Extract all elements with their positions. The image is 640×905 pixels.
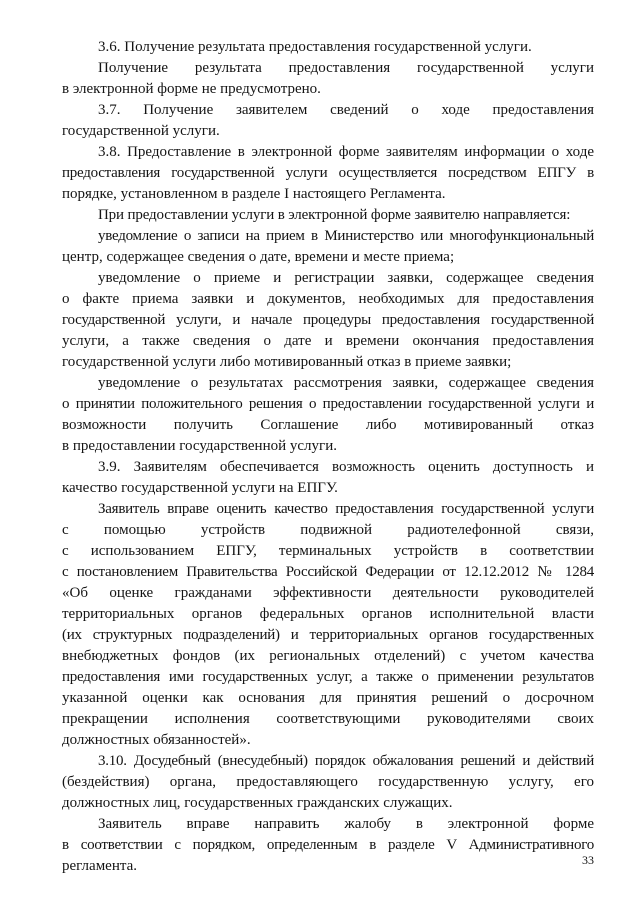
paragraph-line: качество государственной услуги на ЕПГУ. [62, 480, 338, 496]
paragraph-line: территориальных органов федеральных органов исполнительной власти [62, 606, 594, 622]
page-number: 33 [582, 853, 594, 867]
paragraph-line: с использованием ЕПГУ, терминальных устройств в соответствии [62, 543, 594, 559]
paragraph-line: внебюджетных фондов (их региональных отделений) с учетом качества [62, 648, 594, 664]
paragraph-line: «Об оценке гражданами эффективности деятельности руководителей [62, 585, 594, 601]
paragraph-line: возможности получить Соглашение либо мотивированный отказ [62, 417, 594, 433]
paragraph-line: с помощью устройств подвижной радиотелефонной связи, [62, 522, 594, 538]
paragraph-line: порядке, установленном в разделе I настоящего Регламента. [62, 186, 446, 202]
paragraph-line: уведомление о приеме и регистрации заявки, содержащее сведения [98, 270, 594, 286]
section-3-6-heading: 3.6. Получение результата предоставления государственной услуги. [98, 39, 532, 55]
section-3-7-heading: 3.7. Получение заявителем сведений о ходе предоставления [98, 102, 594, 118]
section-3-8-heading: 3.8. Предоставление в электронной форме заявителям информации о ходе [98, 144, 594, 160]
paragraph-line: предоставления государственной услуги осуществляется посредством ЕПГУ в [62, 165, 594, 181]
paragraph-line: (их структурных подразделений) и территориальных органов государственных [62, 627, 594, 643]
paragraph-line: о факте приема заявки и документов, необходимых для предоставления [62, 291, 594, 307]
paragraph-line: уведомление о результатах рассмотрения заявки, содержащее сведения [98, 375, 594, 391]
paragraph-line: предоставления ими государственных услуг, а также о применении результатов [62, 669, 594, 685]
paragraph-line: центр, содержащее сведения о дате, времени и месте приема; [62, 249, 455, 265]
paragraph-line: При предоставлении услуги в электронной форме заявителю направляется: [98, 207, 571, 223]
paragraph-line: о принятии положительного решения о предоставлении государственной услуги и [62, 396, 594, 412]
paragraph-line: государственной услуги. [62, 123, 220, 139]
paragraph-line: (бездействия) органа, предоставляющего государственную услугу, его [62, 774, 594, 790]
paragraph-line: Заявитель вправе направить жалобу в электронной форме [98, 816, 594, 832]
paragraph-line: прекращении исполнения соответствующими руководителями своих [62, 711, 594, 727]
paragraph-line: должностных обязанностей». [62, 732, 251, 748]
paragraph-line: в соответствии с порядком, определенным в разделе V Административного [62, 837, 594, 853]
paragraph-line: в электронной форме не предусмотрено. [62, 81, 321, 97]
paragraph-line: должностных лиц, государственных гражданских служащих. [62, 795, 453, 811]
paragraph-line: государственной услуги либо мотивированный отказ в приеме заявки; [62, 354, 512, 370]
paragraph-line: регламента. [62, 858, 138, 874]
paragraph-line: с постановлением Правительства Российской Федерации от 12.12.2012 № 1284 [62, 564, 594, 580]
paragraph-line: государственной услуги, и начале процедуры предоставления государственной [62, 312, 594, 328]
paragraph-line: указанной оценки как основания для принятия решений о досрочном [62, 690, 594, 706]
paragraph-line: уведомление о записи на прием в Министерство или многофункциональный [98, 228, 594, 244]
paragraph-line: услуги, а также сведения о дате и времени окончания предоставления [62, 333, 594, 349]
paragraph-line: Заявитель вправе оценить качество предоставления государственной услуги [98, 501, 594, 517]
paragraph-line: в предоставлении государственной услуги. [62, 438, 337, 454]
paragraph-line: Получение результата предоставления государственной услуги [98, 60, 594, 76]
section-3-10-heading: 3.10. Досудебный (внесудебный) порядок обжалования решений и действий [98, 753, 594, 769]
section-3-9-heading: 3.9. Заявителям обеспечивается возможность оценить доступность и [98, 459, 594, 475]
